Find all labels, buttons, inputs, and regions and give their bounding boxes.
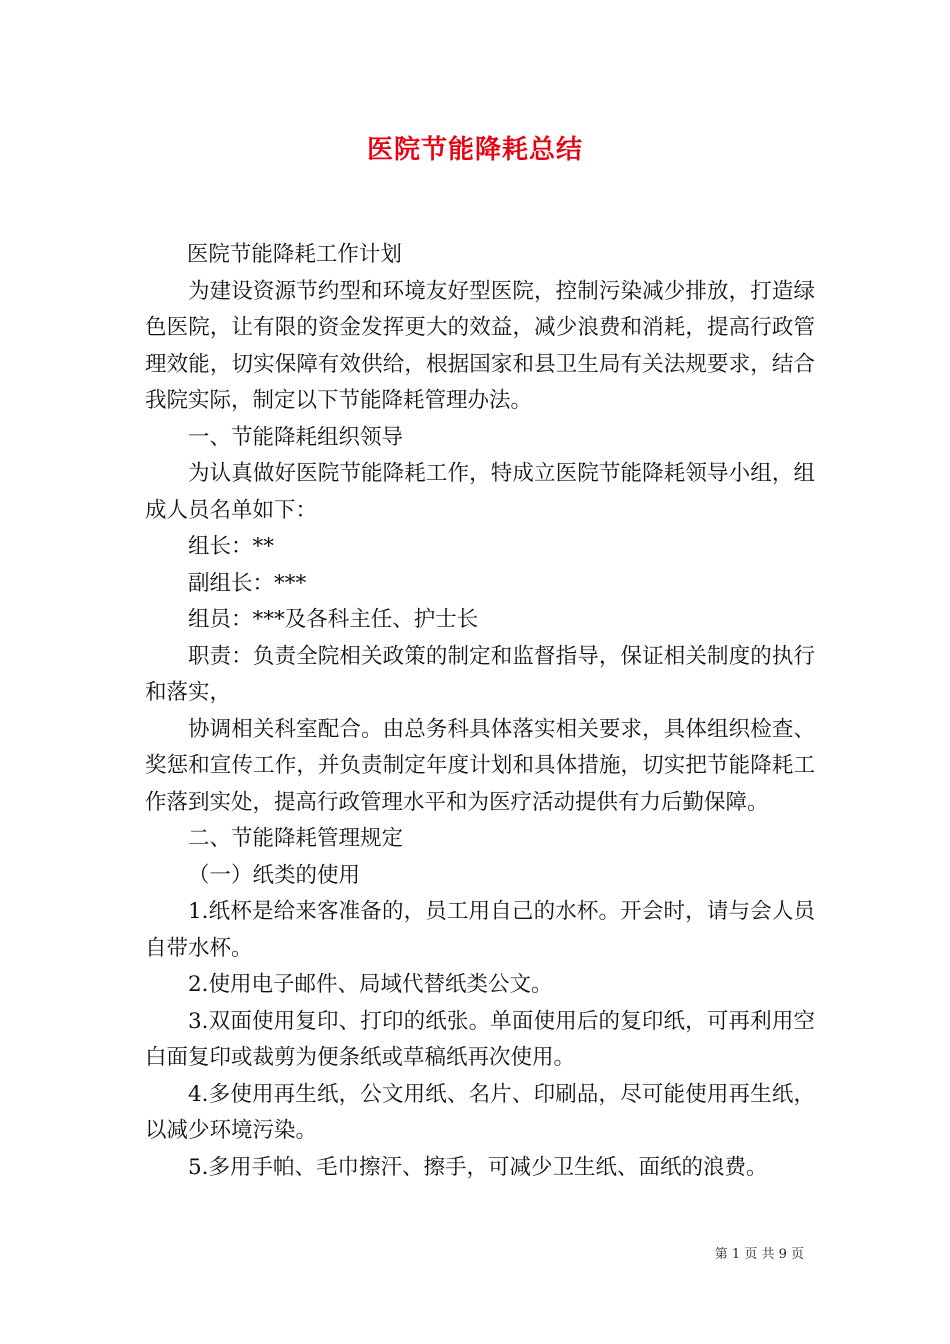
page-number-footer: 第 1 页 共 9 页 [714, 1247, 804, 1262]
paragraph-deputy-leader: 副组长：*** [188, 570, 307, 596]
paragraph-duties: 职责：负责全院相关政策的制定和监督指导，保证相关制度的执行和落实， [145, 643, 815, 705]
paragraph-plan-title: 医院节能降耗工作计划 [186, 242, 402, 267]
list-item-paper-cups: 1.纸杯是给来客准备的，员工用自己的水杯。开会时，请与会人员自带水杯。 [145, 899, 815, 961]
paragraph-group-leader: 组长：** [188, 534, 275, 559]
paragraph-leadership-group: 为认真做好医院节能降耗工作，特成立医院节能降耗领导小组，组成人员名单如下： [145, 461, 815, 523]
document-title: 医院节能降耗总结 [366, 135, 583, 165]
list-item-recycled-paper: 4.多使用再生纸，公文用纸、名片、印刷品，尽可能使用再生纸，以减少环境污染。 [145, 1081, 815, 1143]
list-item-double-sided: 3.双面使用复印、打印的纸张。单面使用后的复印纸，可再利用空白面复印或裁剪为便条纸或草稿纸再次使用。 [145, 1008, 815, 1070]
document-body [145, 237, 815, 1186]
paragraph-members: 组员：***及各科主任、护士长 [188, 607, 479, 632]
section-heading-regulations: 二、节能降耗管理规定 [188, 826, 404, 851]
section-heading-organization: 一、节能降耗组织领导 [188, 424, 404, 450]
list-item-handkerchief: 5.多用手帕、毛巾擦汗、擦手，可减少卫生纸、面纸的浪费。 [188, 1154, 768, 1180]
paragraph-intro: 为建设资源节约型和环境友好型医院，控制污染减少排放，打造绿色医院，让有限的资金发挥更大的效益，减少浪费和消耗，提高行政管理效能，切实保障有效供给，根据国家和县卫生局有关法规要求，结合我院实际，制定以下节能降耗管理办法。 [145, 278, 815, 413]
list-item-email: 2.使用电子邮件、局域代替纸类公文。 [188, 972, 553, 997]
subsection-heading-paper: （一）纸类的使用 [188, 862, 361, 888]
paragraph-coordination: 协调相关科室配合。由总务科具体落实相关要求，具体组织检查、奖惩和宣传工作，并负责制定年度计划和具体措施，切实把节能降耗工作落到实处，提高行政管理水平和为医疗活动提供有力后勤保障。 [145, 716, 815, 815]
